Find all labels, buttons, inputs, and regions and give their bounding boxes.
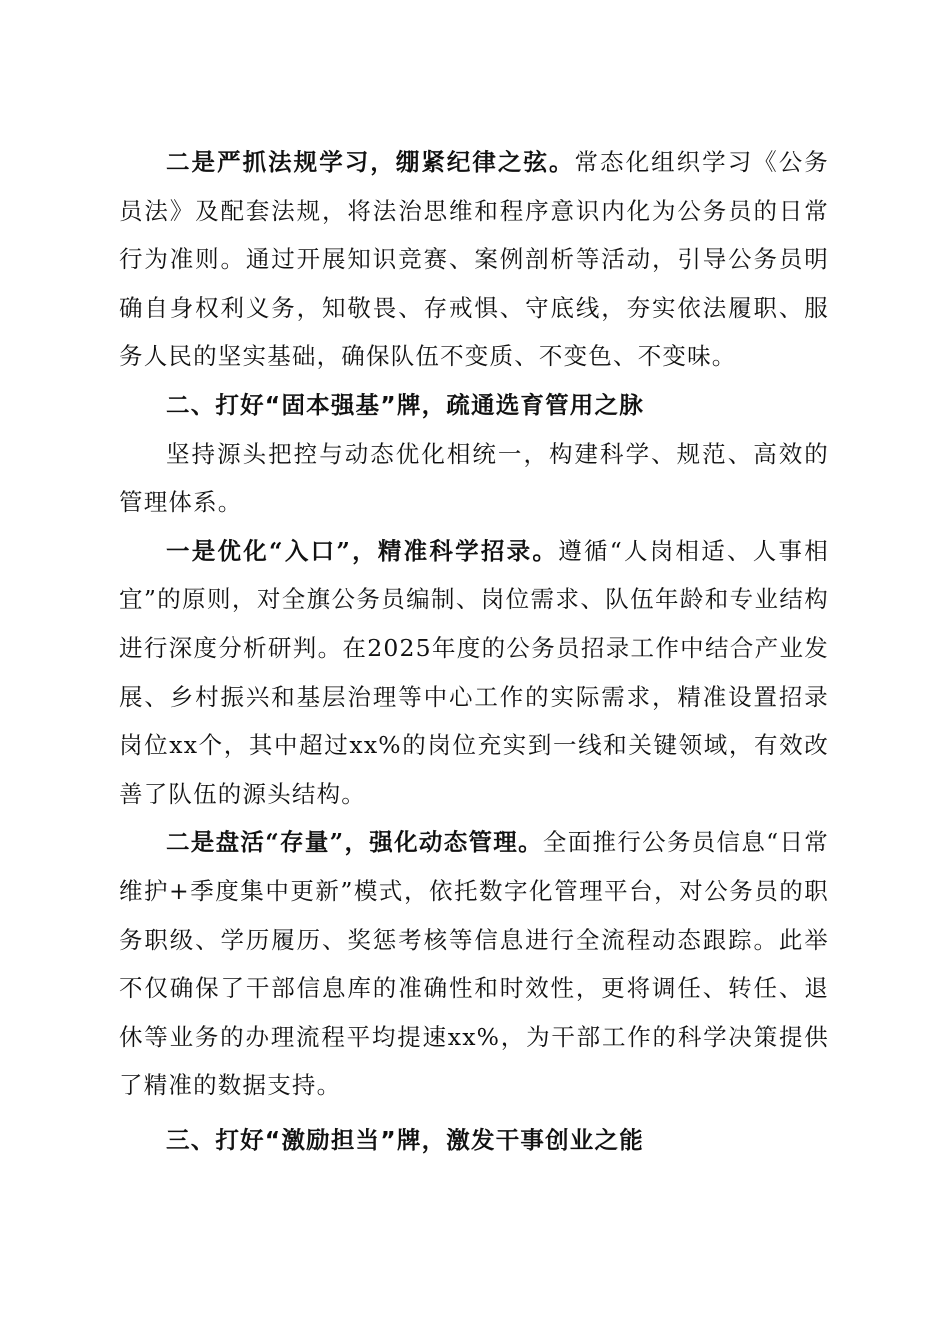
paragraph-intro bbox=[119, 430, 829, 527]
paragraph-lead: 一是优化“入口”，精准科学招录。 bbox=[166, 536, 559, 565]
paragraph-text: 全面推行公务员信息“日常维护+季度集中更新”模式，依托数字化管理平台，对公务员的职务职级、学历履历、奖惩考核等信息进行全流程动态跟踪。此举不仅确保了干部信息库的准确性和时效性，更将调任、转任、退休等业务的办理流程平均提速xx%，为干部工作的科学决策提供了精准的数据支持。 bbox=[119, 828, 829, 1100]
paragraph-law-study bbox=[119, 138, 829, 381]
paragraph-text: 坚持源头把控与动态优化相统一，构建科学、规范、高效的管理体系。 bbox=[119, 439, 829, 517]
paragraph-text: 常态化组织学习《公务员法》及配套法规，将法治思维和程序意识内化为公务员的日常行为准则。通过开展知识竞赛、案例剖析等活动，引导公务员明确自身权利义务，知敬畏、存戒惧、守底线，夯实依法履职、服务人民的坚实基础，确保队伍不变质、不变色、不变味。 bbox=[119, 148, 830, 371]
paragraph-lead: 二是严抓法规学习，绷紧纪律之弦。 bbox=[166, 148, 575, 176]
paragraph-text: 遵循“人岗相适、人事相宜”的原则，对全旗公务员编制、岗位需求、队伍年龄和专业结构进行深度分析研判。在2025年度的公务员招录工作中结合产业发展、乡村振兴和基层治理等中心工作的实际需求，精准设置招录岗位xx个，其中超过xx%的岗位充实到一线和关键领域，有效改善了队伍的源头结构。 bbox=[119, 536, 829, 808]
section-heading-2: 二、打好“固本强基”牌，疏通选育管用之脉 bbox=[166, 390, 644, 419]
paragraph-lead: 二是盘活“存量”，强化动态管理。 bbox=[166, 828, 543, 857]
paragraph-dynamic-management bbox=[119, 818, 829, 1110]
paragraph-recruitment bbox=[119, 527, 829, 819]
document-body bbox=[119, 138, 829, 1164]
section-heading-3: 三、打好“激励担当”牌，激发干事创业之能 bbox=[166, 1125, 644, 1154]
